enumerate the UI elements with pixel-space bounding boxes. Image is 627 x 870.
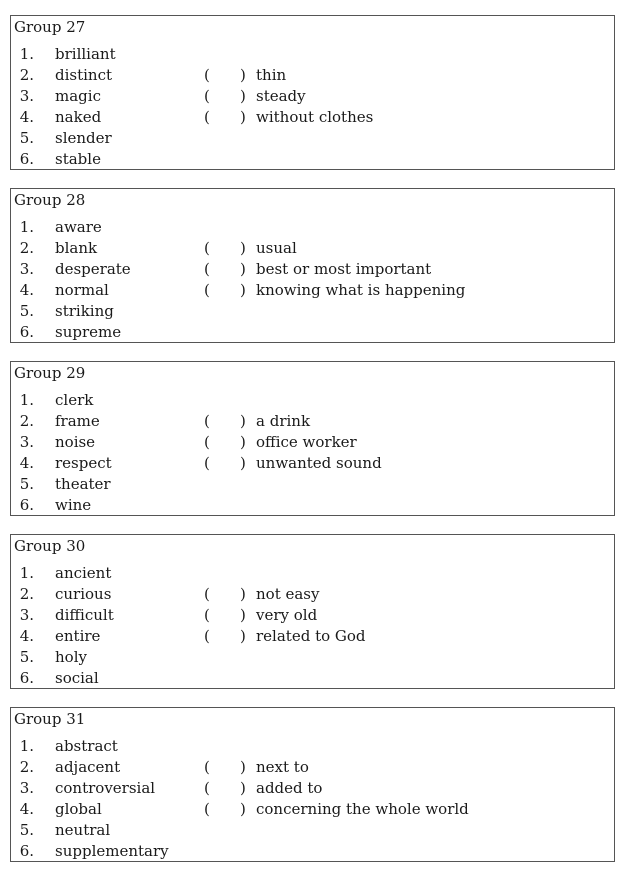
item-number: 5. [19, 475, 34, 493]
definition-text: unwanted sound [256, 454, 382, 472]
answer-blank-close: ) [240, 758, 246, 776]
vocabulary-word: supplementary [55, 842, 169, 860]
answer-blank-close: ) [240, 260, 246, 278]
item-number: 2. [19, 758, 34, 776]
definition-text: steady [256, 87, 306, 105]
word-row [11, 474, 614, 495]
item-number: 1. [19, 391, 34, 409]
answer-blank-open[interactable]: ( [204, 800, 210, 818]
vocabulary-word: neutral [55, 821, 111, 839]
answer-blank-open[interactable]: ( [204, 606, 210, 624]
definition-text: next to [256, 758, 309, 776]
definition-text: a drink [256, 412, 311, 430]
answer-blank-open[interactable]: ( [204, 412, 210, 430]
answer-blank-close: ) [240, 108, 246, 126]
word-row [11, 390, 614, 411]
answer-blank-close: ) [240, 454, 246, 472]
word-row [11, 128, 614, 149]
definition-text: concerning the whole world [256, 800, 469, 818]
group-title: Group 30 [14, 537, 86, 555]
vocabulary-word: global [55, 800, 102, 818]
answer-blank-open[interactable]: ( [204, 260, 210, 278]
answer-blank-open[interactable]: ( [204, 585, 210, 603]
item-number: 4. [19, 281, 34, 299]
word-row [11, 647, 614, 668]
item-number: 5. [19, 129, 34, 147]
answer-blank-open[interactable]: ( [204, 433, 210, 451]
vocabulary-word: noise [55, 433, 96, 451]
word-row [11, 107, 614, 128]
vocabulary-word: blank [55, 239, 98, 257]
item-number: 6. [19, 150, 34, 168]
word-row [11, 584, 614, 605]
vocabulary-word: stable [55, 150, 101, 168]
answer-blank-open[interactable]: ( [204, 108, 210, 126]
word-row [11, 453, 614, 474]
definition-text: related to God [256, 627, 366, 645]
word-row [11, 411, 614, 432]
answer-blank-open[interactable]: ( [204, 627, 210, 645]
vocabulary-word: entire [55, 627, 101, 645]
vocabulary-word: normal [55, 281, 109, 299]
vocabulary-word: naked [55, 108, 102, 126]
answer-blank-close: ) [240, 627, 246, 645]
answer-blank-close: ) [240, 239, 246, 257]
item-number: 4. [19, 454, 34, 472]
answer-blank-open[interactable]: ( [204, 758, 210, 776]
vocabulary-word: slender [55, 129, 112, 147]
word-row [11, 736, 614, 757]
item-number: 4. [19, 108, 34, 126]
answer-blank-close: ) [240, 412, 246, 430]
definition-text: without clothes [256, 108, 374, 126]
answer-blank-open[interactable]: ( [204, 779, 210, 797]
answer-blank-open[interactable]: ( [204, 239, 210, 257]
word-row [11, 217, 614, 238]
item-number: 2. [19, 585, 34, 603]
answer-blank-open[interactable]: ( [204, 66, 210, 84]
vocabulary-word: wine [55, 496, 92, 514]
vocabulary-word: respect [55, 454, 112, 472]
word-row [11, 841, 614, 862]
answer-blank-open[interactable]: ( [204, 454, 210, 472]
definition-text: best or most important [256, 260, 432, 278]
definition-text: office worker [256, 433, 357, 451]
vocabulary-word: social [55, 669, 99, 687]
item-number: 5. [19, 302, 34, 320]
answer-blank-close: ) [240, 433, 246, 451]
word-row [11, 280, 614, 301]
vocabulary-word: curious [55, 585, 112, 603]
item-number: 2. [19, 66, 34, 84]
item-number: 4. [19, 800, 34, 818]
word-row [11, 86, 614, 107]
answer-blank-close: ) [240, 800, 246, 818]
item-number: 5. [19, 821, 34, 839]
word-row [11, 238, 614, 259]
item-number: 3. [19, 433, 34, 451]
vocabulary-word: adjacent [55, 758, 121, 776]
item-number: 3. [19, 606, 34, 624]
definition-text: usual [256, 239, 297, 257]
word-row [11, 495, 614, 516]
word-row [11, 668, 614, 689]
answer-blank-close: ) [240, 281, 246, 299]
group-title: Group 31 [14, 710, 86, 728]
word-row [11, 149, 614, 170]
word-row [11, 626, 614, 647]
vocabulary-word: abstract [55, 737, 118, 755]
answer-blank-open[interactable]: ( [204, 87, 210, 105]
definition-text: thin [256, 66, 287, 84]
definition-text: knowing what is happening [256, 281, 466, 299]
word-row [11, 820, 614, 841]
answer-blank-open[interactable]: ( [204, 281, 210, 299]
item-number: 1. [19, 564, 34, 582]
answer-blank-close: ) [240, 585, 246, 603]
definition-text: added to [256, 779, 323, 797]
word-row [11, 799, 614, 820]
item-number: 6. [19, 669, 34, 687]
vocabulary-word: ancient [55, 564, 112, 582]
item-number: 3. [19, 260, 34, 278]
item-number: 4. [19, 627, 34, 645]
word-row [11, 301, 614, 322]
answer-blank-close: ) [240, 779, 246, 797]
definition-text: very old [256, 606, 318, 624]
matching-group [10, 707, 615, 862]
group-title: Group 27 [14, 18, 86, 36]
vocabulary-word: brilliant [55, 45, 116, 63]
matching-group [10, 188, 615, 343]
item-number: 3. [19, 779, 34, 797]
matching-group [10, 361, 615, 516]
item-number: 2. [19, 239, 34, 257]
matching-group [10, 534, 615, 689]
group-title: Group 29 [14, 364, 86, 382]
vocabulary-word: magic [55, 87, 101, 105]
vocabulary-word: theater [55, 475, 111, 493]
word-row [11, 563, 614, 584]
word-row [11, 757, 614, 778]
vocabulary-word: distinct [55, 66, 113, 84]
item-number: 6. [19, 323, 34, 341]
vocabulary-word: controversial [55, 779, 156, 797]
vocabulary-word: aware [55, 218, 102, 236]
item-number: 3. [19, 87, 34, 105]
word-row [11, 605, 614, 626]
item-number: 2. [19, 412, 34, 430]
vocabulary-word: clerk [55, 391, 94, 409]
item-number: 6. [19, 842, 34, 860]
word-row [11, 259, 614, 280]
matching-group [10, 15, 615, 170]
group-title: Group 28 [14, 191, 86, 209]
item-number: 1. [19, 737, 34, 755]
answer-blank-close: ) [240, 87, 246, 105]
definition-text: not easy [256, 585, 320, 603]
item-number: 5. [19, 648, 34, 666]
vocabulary-word: frame [55, 412, 100, 430]
answer-blank-close: ) [240, 606, 246, 624]
vocabulary-word: holy [55, 648, 87, 666]
item-number: 1. [19, 45, 34, 63]
word-row [11, 322, 614, 343]
vocabulary-word: difficult [55, 606, 114, 624]
item-number: 1. [19, 218, 34, 236]
vocabulary-word: supreme [55, 323, 122, 341]
word-row [11, 432, 614, 453]
vocabulary-word: desperate [55, 260, 131, 278]
word-row [11, 65, 614, 86]
word-row [11, 44, 614, 65]
vocabulary-word: striking [55, 302, 114, 320]
item-number: 6. [19, 496, 34, 514]
answer-blank-close: ) [240, 66, 246, 84]
word-row [11, 778, 614, 799]
